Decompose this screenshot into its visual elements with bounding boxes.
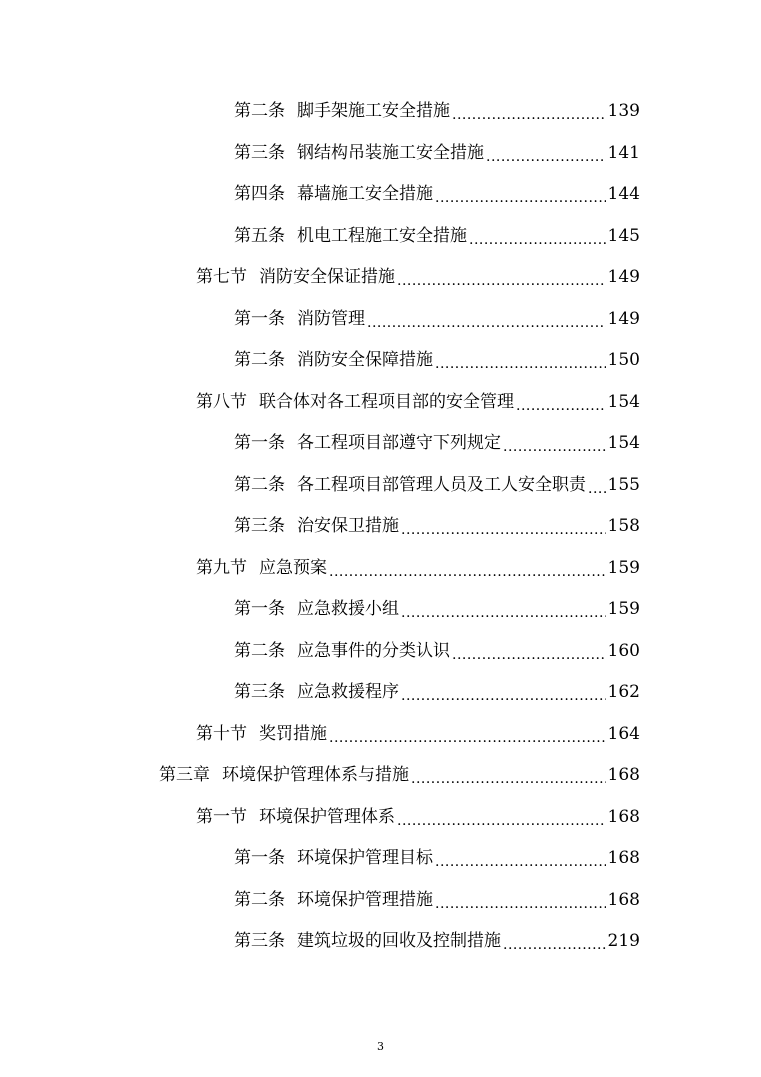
- toc-entry-title: 各工程项目部遵守下列规定: [297, 433, 501, 453]
- toc-entry[interactable]: [234, 843, 640, 869]
- toc-entry-number: 第二条: [234, 475, 285, 495]
- toc-entry-page: 168: [607, 765, 640, 785]
- toc-entry-title: 应急事件的分类认识: [297, 641, 450, 661]
- toc-entry[interactable]: [234, 677, 640, 703]
- dot-leader: [329, 723, 606, 745]
- toc-entry-number: 第一条: [234, 848, 285, 868]
- toc-entry-page: 154: [607, 433, 640, 453]
- toc-entry[interactable]: [234, 179, 640, 205]
- toc-entry[interactable]: [234, 304, 640, 330]
- toc-entry[interactable]: [234, 428, 640, 454]
- dot-leader: [452, 640, 606, 662]
- toc-entry-title: 建筑垃圾的回收及控制措施: [297, 931, 501, 951]
- toc-entry-page: 164: [607, 724, 640, 744]
- toc-entry-title: 应急救援程序: [297, 682, 399, 702]
- toc-entry-title: 应急预案: [259, 558, 327, 578]
- toc-entry-title: 消防安全保障措施: [297, 350, 433, 370]
- toc-entry-number: 第十节: [196, 724, 247, 744]
- toc-entry-number: 第三条: [234, 931, 285, 951]
- toc-entry-title: 各工程项目部管理人员及工人安全职责: [297, 475, 586, 495]
- toc-entry[interactable]: [196, 387, 640, 413]
- toc-entry[interactable]: [234, 221, 640, 247]
- toc-entry-number: 第二条: [234, 350, 285, 370]
- toc-entry-number: 第三条: [234, 682, 285, 702]
- toc-entry-title: 治安保卫措施: [297, 516, 399, 536]
- toc-entry[interactable]: [196, 553, 640, 579]
- toc-entry-title: 消防管理: [297, 309, 365, 329]
- toc-entry-number: 第七节: [196, 267, 247, 287]
- toc-entry-page: 160: [607, 641, 640, 661]
- dot-leader: [435, 349, 606, 371]
- toc-entry-page: 139: [607, 101, 640, 121]
- toc-entry[interactable]: [234, 885, 640, 911]
- toc-entry-title: 环境保护管理目标: [297, 848, 433, 868]
- toc-entry-page: 144: [607, 184, 640, 204]
- toc-entry[interactable]: [159, 760, 640, 786]
- dot-leader: [411, 764, 606, 786]
- toc-entry-number: 第三条: [234, 143, 285, 163]
- dot-leader: [452, 100, 606, 122]
- toc-entry-number: 第五条: [234, 226, 285, 246]
- toc-entry[interactable]: [196, 262, 640, 288]
- dot-leader: [329, 557, 606, 579]
- dot-leader: [397, 806, 606, 828]
- toc-entry-title: 消防安全保证措施: [259, 267, 395, 287]
- toc-entry[interactable]: [234, 926, 640, 952]
- toc-entry-title: 应急救援小组: [297, 599, 399, 619]
- dot-leader: [486, 142, 606, 164]
- toc-entry[interactable]: [234, 138, 640, 164]
- toc-entry-number: 第二条: [234, 890, 285, 910]
- toc-entry-number: 第一条: [234, 599, 285, 619]
- toc-entry-page: 159: [607, 558, 640, 578]
- toc-entry-title: 幕墙施工安全措施: [297, 184, 433, 204]
- toc-entry-page: 154: [607, 392, 640, 412]
- dot-leader: [401, 681, 606, 703]
- dot-leader: [588, 474, 606, 496]
- toc-entry[interactable]: [234, 636, 640, 662]
- toc-entry-page: 158: [607, 516, 640, 536]
- toc-entry-number: 第八节: [196, 392, 247, 412]
- toc-entry-page: 168: [607, 807, 640, 827]
- toc-entry-page: 149: [607, 309, 640, 329]
- toc-entry-number: 第三章: [159, 765, 210, 785]
- toc-entry-title: 钢结构吊装施工安全措施: [297, 143, 484, 163]
- dot-leader: [401, 598, 606, 620]
- dot-leader: [469, 225, 606, 247]
- toc-entry-number: 第二条: [234, 101, 285, 121]
- toc-entry-page: 219: [607, 931, 640, 951]
- toc-entry-page: 168: [607, 890, 640, 910]
- toc-entry-page: 155: [607, 475, 640, 495]
- dot-leader: [503, 432, 606, 454]
- toc-entry-number: 第四条: [234, 184, 285, 204]
- toc-entry-page: 162: [607, 682, 640, 702]
- toc-entry[interactable]: [234, 511, 640, 537]
- dot-leader: [435, 889, 606, 911]
- toc-entry-number: 第一节: [196, 807, 247, 827]
- dot-leader: [397, 266, 606, 288]
- toc-entry[interactable]: [234, 470, 640, 496]
- dot-leader: [435, 183, 606, 205]
- toc-entry[interactable]: [196, 719, 640, 745]
- toc-entry[interactable]: [196, 802, 640, 828]
- dot-leader: [367, 308, 606, 330]
- toc-entry-number: 第九节: [196, 558, 247, 578]
- dot-leader: [503, 930, 606, 952]
- toc-entry-page: 150: [607, 350, 640, 370]
- toc-entry[interactable]: [234, 594, 640, 620]
- dot-leader: [401, 515, 606, 537]
- toc-entry-number: 第一条: [234, 309, 285, 329]
- toc-entry-title: 环境保护管理措施: [297, 890, 433, 910]
- toc-entry-page: 141: [607, 143, 640, 163]
- page-number: 3: [377, 1040, 384, 1053]
- toc-entry-page: 159: [607, 599, 640, 619]
- toc-entry[interactable]: [234, 345, 640, 371]
- toc-entry-number: 第二条: [234, 641, 285, 661]
- toc-entry-title: 环境保护管理体系: [259, 807, 395, 827]
- toc-entry-page: 168: [607, 848, 640, 868]
- toc-entry-title: 奖罚措施: [259, 724, 327, 744]
- toc-entry-title: 环境保护管理体系与措施: [222, 765, 409, 785]
- toc-entry-page: 149: [607, 267, 640, 287]
- toc-entry-title: 脚手架施工安全措施: [297, 101, 450, 121]
- dot-leader: [435, 847, 606, 869]
- toc-entry-number: 第一条: [234, 433, 285, 453]
- toc-entry-title: 机电工程施工安全措施: [297, 226, 467, 246]
- toc-entry-page: 145: [607, 226, 640, 246]
- toc-entry-title: 联合体对各工程项目部的安全管理: [259, 392, 514, 412]
- dot-leader: [516, 391, 606, 413]
- toc-entry[interactable]: [234, 96, 640, 122]
- toc-entry-number: 第三条: [234, 516, 285, 536]
